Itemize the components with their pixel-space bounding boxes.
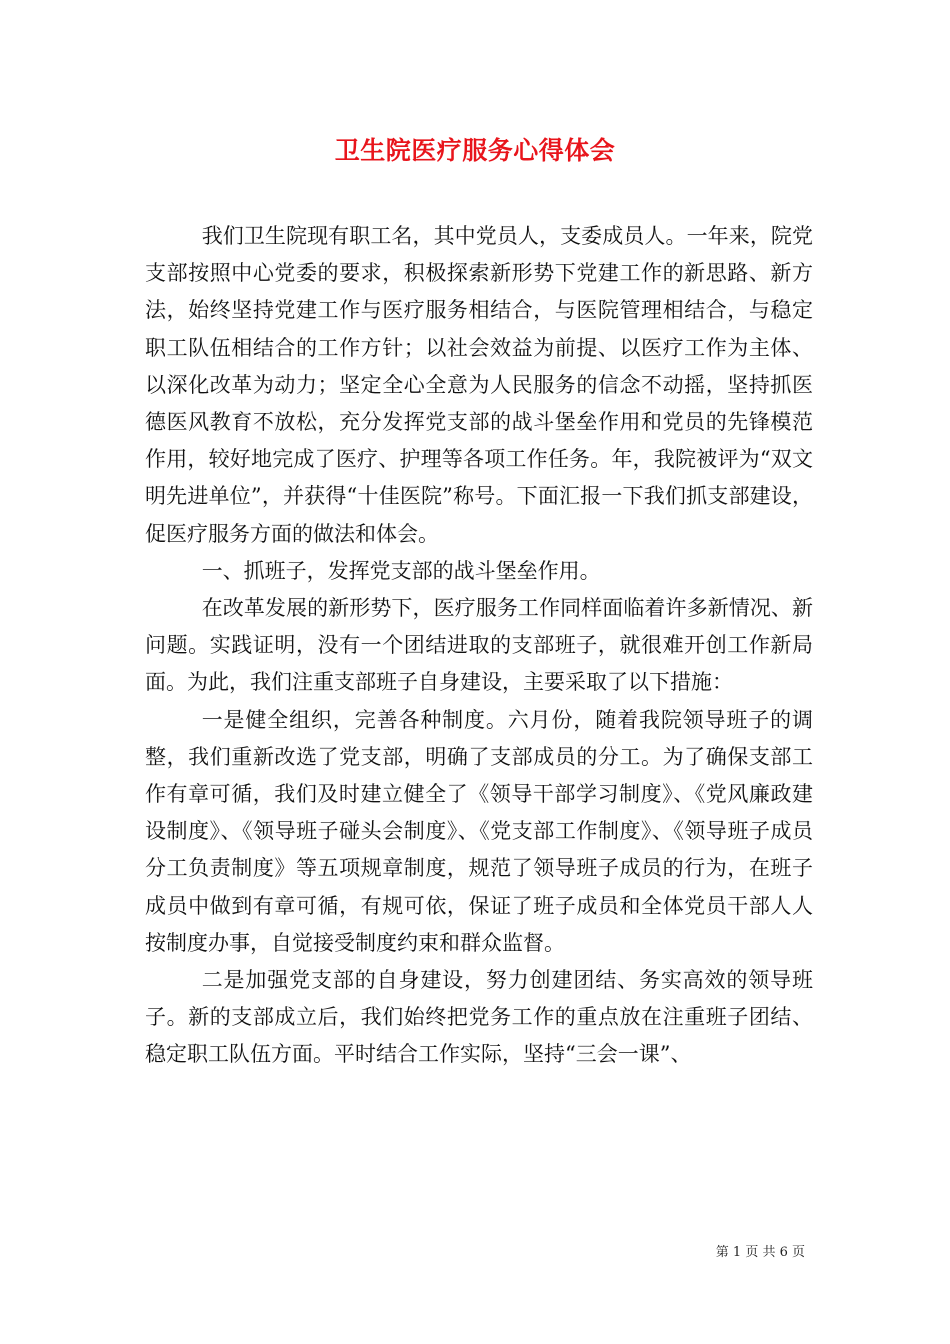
page-number-footer: 第 1 页 共 6 页 [715,1245,805,1260]
paragraph-measure-1: 一是健全组织，完善各种制度。六月份，随着我院领导班子的调整，我们重新改选了党支部，明确了支部成员的分工。为了确保支部工作有章可循，我们及时建立健全了《领导干部学习制度》、《党风廉政建设制度》、《领导班子碰头会制度》、《党支部工作制度》、《领导班子成员分工负责制度》等五项规章制度，规范了领导班子成员的行为，在班子成员中做到有章可循，有规可依，保证了班子成员和全体党员干部人人按制度办事，自觉接受制度约束和群众监督。 [145,707,813,955]
paragraph-measure-2: 二是加强党支部的自身建设，努力创建团结、务实高效的领导班子。新的支部成立后，我们始终把党务工作的重点放在注重班子团结、稳定职工队伍方面。平时结合工作实际，坚持“三会一课”、 [145,968,813,1067]
section-heading-1: 一、抓班子，发挥党支部的战斗堡垒作用。 [201,558,601,583]
paragraph-intro: 我们卫生院现有职工名，其中党员人，支委成员人。一年来，院党支部按照中心党委的要求，积极探索新形势下党建工作的新思路、新方法，始终坚持党建工作与医疗服务相结合，与医院管理相结合，与稳定职工队伍相结合的工作方针；以社会效益为前提、以医疗工作为主体、以深化改革为动力；坚定全心全意为人民服务的信念不动摇，坚持抓医德医风教育不放松，充分发挥党支部的战斗堡垒作用和党员的先锋模范作用，较好地完成了医疗、护理等各项工作任务。年，我院被评为“双文明先进单位”，并获得“十佳医院”称号。下面汇报一下我们抓支部建设，促医疗服务方面的做法和体会。 [145,224,813,546]
paragraph-section-1: 在改革发展的新形势下，医疗服务工作同样面临着许多新情况、新问题。实践证明，没有一个团结进取的支部班子，就很难开创工作新局面。为此，我们注重支部班子自身建设，主要采取了以下措施： [145,596,813,695]
document-title: 卫生院医疗服务心得体会 [334,136,616,165]
document-body [145,218,813,1074]
